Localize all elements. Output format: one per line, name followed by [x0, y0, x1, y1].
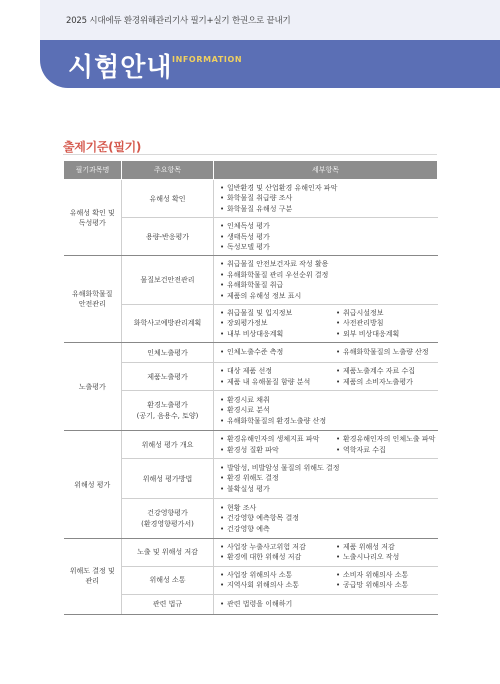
detail-item: • 내부 비상대응계획: [220, 330, 332, 338]
detail-items-cell: [214, 566, 438, 594]
detail-item: • 제품의 소비자노출평가: [336, 378, 438, 386]
detail-item: • 역학자료 수집: [336, 446, 438, 454]
main-item-label: 유해성 확인: [149, 194, 186, 203]
detail-item: • 사업장 누출사고위험 저감: [220, 543, 332, 551]
running-title: 2025 시대에듀 환경위해관리기사 필기+실기 한권으로 끝내기: [66, 16, 291, 26]
detail-item: • 환경유해인자의 생체지표 파악: [220, 435, 332, 443]
detail-items-cell: [214, 218, 438, 256]
section-divider: [63, 154, 437, 155]
detail-item: • 화학물질 유해성 구분: [220, 205, 438, 213]
detail-item: • 제품노출계수 자료 수집: [336, 367, 438, 375]
detail-item: • 독성모델 평가: [220, 243, 438, 251]
detail-item: • 유해화학물질 취급: [220, 281, 438, 289]
main-item-label: 노출 및 위해성 저감: [137, 548, 198, 557]
detail-item: • 환경시료 분석: [220, 406, 438, 414]
detail-item: • 제품 내 유해물질 함량 분석: [220, 378, 332, 386]
detail-item: • 외부 비상대응계획: [336, 330, 438, 338]
column-header: 필기과목명: [64, 161, 122, 180]
detail-items-cell: [214, 180, 438, 218]
subject-cell: [64, 539, 122, 615]
detail-item: • 지역사회 위해의사 소통: [220, 581, 332, 589]
subject-cell: [64, 431, 122, 539]
subject-label: 유해성 확인 및: [69, 208, 115, 217]
detail-items-cell: [214, 594, 438, 614]
subject-cell: [64, 343, 122, 431]
detail-item: • 취급시설정보: [336, 309, 438, 317]
section-title: 출제기준(필기): [63, 140, 142, 154]
main-item-cell: [122, 431, 214, 459]
detail-items-cell: [214, 304, 438, 342]
main-item-label: 위해성 평가방법: [142, 474, 193, 483]
detail-item: • 관련 법령을 이해하기: [220, 600, 438, 608]
detail-items-cell: [214, 256, 438, 305]
detail-items-cell: [214, 459, 438, 499]
main-item-cell: [122, 304, 214, 342]
main-item-label: 위해성 소통: [149, 576, 186, 585]
main-item-label: 관련 법규: [152, 600, 183, 609]
main-item-label: 용량-반응평가: [145, 232, 190, 241]
subject-label: 위해성 평가: [74, 480, 111, 489]
main-item-cell: [122, 343, 214, 363]
detail-item: • 취급물질 및 입지정보: [220, 309, 332, 317]
detail-items-cell: [214, 343, 438, 363]
detail-item: • 인체노출수준 측정: [220, 348, 332, 356]
detail-item: • 제품 위해성 저감: [336, 543, 438, 551]
subject-label: 유해화학물질: [71, 290, 113, 299]
detail-item: • 유해화학물질 관리 우선순위 결정: [220, 271, 438, 279]
detail-item: • 대상 제품 선정: [220, 367, 332, 375]
subject-label: 관리: [85, 577, 100, 586]
table-header-row: [64, 161, 438, 180]
main-item-label: 건강영향평가: [147, 509, 188, 518]
main-item-label: 위해성 평가 개요: [141, 440, 194, 449]
subject-label: 위해도 결정 및: [69, 567, 115, 576]
main-item-label: 인체노출평가: [147, 348, 188, 357]
detail-item: • 생태독성 평가: [220, 233, 438, 241]
detail-item: • 환경유해인자의 인체노출 파악: [336, 435, 438, 443]
detail-item: • 유해화학물질의 환경노출량 산정: [220, 417, 438, 425]
detail-item: • 공급망 위해의사 소통: [336, 581, 438, 589]
main-item-label: (환경영향평가서): [141, 519, 194, 528]
main-item-label: 환경노출평가: [147, 401, 188, 410]
main-item-cell: [122, 256, 214, 305]
exam-criteria-table: [63, 160, 438, 615]
detail-items-cell: [214, 539, 438, 567]
detail-item: • 사전관리방침: [336, 319, 438, 327]
main-item-cell: [122, 499, 214, 539]
detail-item: • 소비자 위해의사 소통: [336, 571, 438, 579]
main-item-cell: [122, 363, 214, 391]
subject-cell: [64, 180, 122, 256]
detail-item: • 환경에 대한 위해성 저감: [220, 553, 332, 561]
detail-item: • 환경시료 채취: [220, 396, 438, 404]
table-row: [64, 180, 438, 218]
main-item-cell: [122, 539, 214, 567]
detail-item: • 환경 위해도 결정: [220, 474, 438, 482]
detail-item: • 발암성, 비발암성 물질의 위해도 결정: [220, 464, 438, 472]
table-row: [64, 256, 438, 305]
detail-item: • 불확실성 평가: [220, 485, 438, 493]
detail-item: • 사업장 위해의사 소통: [220, 571, 332, 579]
main-item-cell: [122, 391, 214, 431]
detail-item: • 제품의 유해성 정보 표시: [220, 292, 438, 300]
table-row: [64, 343, 438, 363]
detail-items-cell: [214, 499, 438, 539]
main-item-cell: [122, 218, 214, 256]
main-item-label: 물질보건안전관리: [140, 276, 195, 285]
detail-item: • 화학물질 취급량 조사: [220, 194, 438, 202]
subject-label: 독성평가: [78, 218, 106, 227]
subject-label: 노출평가: [78, 382, 106, 391]
detail-item: • 일반환경 및 산업환경 유해인자 파악: [220, 184, 438, 192]
table-row: [64, 539, 438, 567]
main-item-cell: [122, 566, 214, 594]
column-header: 주요항목: [122, 161, 214, 180]
main-item-label: 제품노출평가: [147, 372, 188, 381]
detail-item: • 환경성 질환 파악: [220, 446, 332, 454]
detail-item: • 노출시나리오 작성: [336, 553, 438, 561]
subject-label: 안전관리: [78, 300, 106, 309]
page-subtitle: INFORMATION: [172, 55, 243, 64]
main-item-label: 화학사고예방관리계획: [133, 319, 202, 328]
detail-items-cell: [214, 363, 438, 391]
main-item-cell: [122, 459, 214, 499]
detail-item: • 현황 조사: [220, 504, 438, 512]
detail-item: • 취급물질 안전보건자료 작성 활용: [220, 260, 438, 268]
detail-item: • 유해화학물질의 노출량 산정: [336, 348, 438, 356]
detail-items-cell: [214, 391, 438, 431]
column-header: 세부항목: [214, 161, 438, 180]
detail-item: • 건강영향 예측항목 결정: [220, 514, 438, 522]
table-row: [64, 431, 438, 459]
detail-item: • 건강영향 예측: [220, 525, 438, 533]
page-title: 시험안내: [68, 53, 173, 83]
detail-item: • 인체독성 평가: [220, 222, 438, 230]
main-item-cell: [122, 180, 214, 218]
detail-item: • 장외평가정보: [220, 319, 332, 327]
main-item-cell: [122, 594, 214, 614]
main-item-label: (공기, 음용수, 토양): [136, 411, 199, 420]
subject-cell: [64, 256, 122, 343]
detail-items-cell: [214, 431, 438, 459]
